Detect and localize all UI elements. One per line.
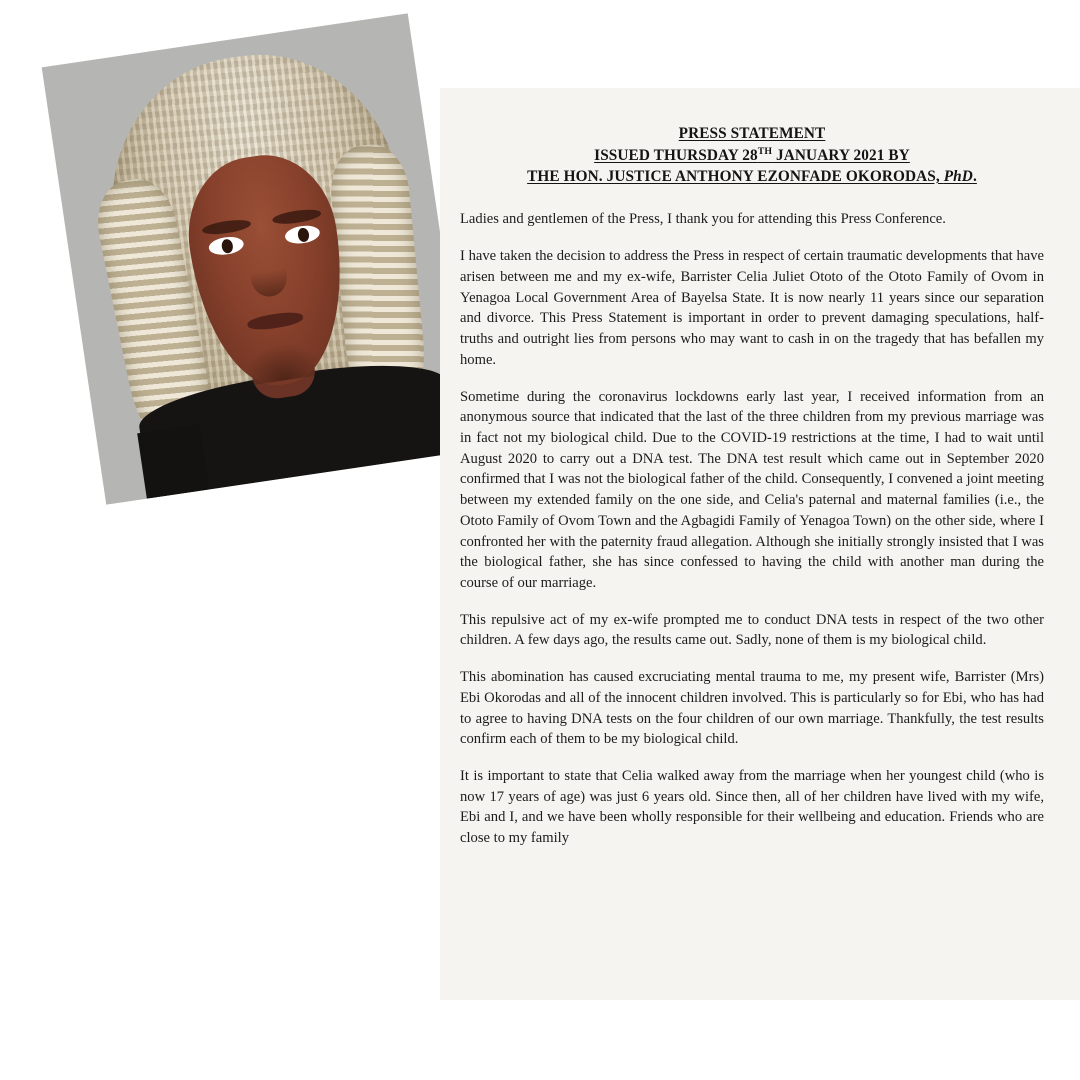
paragraph: It is important to state that Celia walked away from the marriage when her youngest child (who is now 17 years of age) was just 6 years old. Since then, all of her children have lived with my wife, Ebi and I, and we have been wholly responsible for their wellbeing and education. Friends who are close to my family xyxy=(460,768,1044,847)
portrait-photo xyxy=(42,13,473,504)
eyebrow-right xyxy=(272,207,322,225)
header-line-2-underline xyxy=(594,147,910,164)
press-statement-document xyxy=(440,88,1080,1000)
eye-right xyxy=(284,224,320,246)
eyebrow-left xyxy=(201,218,251,236)
header-line-3 xyxy=(460,167,1044,188)
paragraph: Ladies and gentlemen of the Press, I thank you for attending this Press Conference. xyxy=(460,211,946,228)
paragraph: This repulsive act of my ex-wife prompted me to conduct DNA tests in respect of the two other children. A few days ago, the results came out. Sadly, none of them is my biological child. xyxy=(460,611,1044,649)
header-author-degree: PhD xyxy=(943,167,973,185)
pupil-left xyxy=(221,238,234,254)
header-line-3-underline xyxy=(527,168,977,185)
judicial-robe-shoulder xyxy=(137,424,209,499)
document-header xyxy=(460,124,1044,187)
paragraph: I have taken the decision to address the Press in respect of certain traumatic developments that have arisen between me and my ex-wife, Barrister Celia Juliet Ototo of the Ototo Family of Ovom in Yenagoa Local Government Area of Bayelsa State. It is now nearly 11 years since our separation and divorce. This Press Statement is important in order to prevent damaging speculations, half-truths and outright lies from persons who may want to cash in on the tragedy that has befallen my home. xyxy=(460,248,1044,368)
paragraph: Sometime during the coronavirus lockdowns early last year, I received information from an anonymous source that indicated that the last of the three children from my previous marriage was in fact not my biological child. Due to the COVID-19 restrictions at the time, I had to wait until August 2020 to carry out a DNA test. The DNA test result which came out in September 2020 confirmed that I was not the biological father of the child. Consequently, I convened a joint meeting between my extended family on the one side, and Celia's paternal and maternal families (i.e., the Ototo Family of Ovom Town and the Agbagidi Family of Yenagoa Town) on the other side, where I confronted her with the paternity fraud allegation. Although she initially strongly insisted that I was the biological father, she has since confessed to having the child with another man during the course of our marriage. xyxy=(460,388,1044,591)
paragraph: This abomination has caused excruciating mental trauma to me, my present wife, Barrister (Mrs) Ebi Okorodas and all of the innocent children involved. This is particularly so for Ebi, who has had to agree to having DNA tests on the four children of our own marriage. Thankfully, the test results confirm each of them to be my biological child. xyxy=(460,669,1044,748)
header-date-ordinal-suffix: TH xyxy=(757,145,773,157)
header-author-name: THE HON. JUSTICE ANTHONY EZONFADE OKORODAS, xyxy=(527,167,944,185)
header-line-1: PRESS STATEMENT xyxy=(678,125,826,142)
portrait-photo-frame xyxy=(42,13,473,504)
header-line-2 xyxy=(460,145,1044,167)
nose xyxy=(248,254,289,298)
header-issued-date-suffix: JANUARY 2021 BY xyxy=(772,146,910,164)
header-issued-date-prefix: ISSUED THURSDAY 28 xyxy=(594,146,758,164)
pupil-right xyxy=(297,227,310,243)
header-author-degree-period: . xyxy=(972,167,977,185)
document-content xyxy=(440,88,1080,849)
mouth xyxy=(247,310,305,332)
eye-left xyxy=(208,235,244,257)
